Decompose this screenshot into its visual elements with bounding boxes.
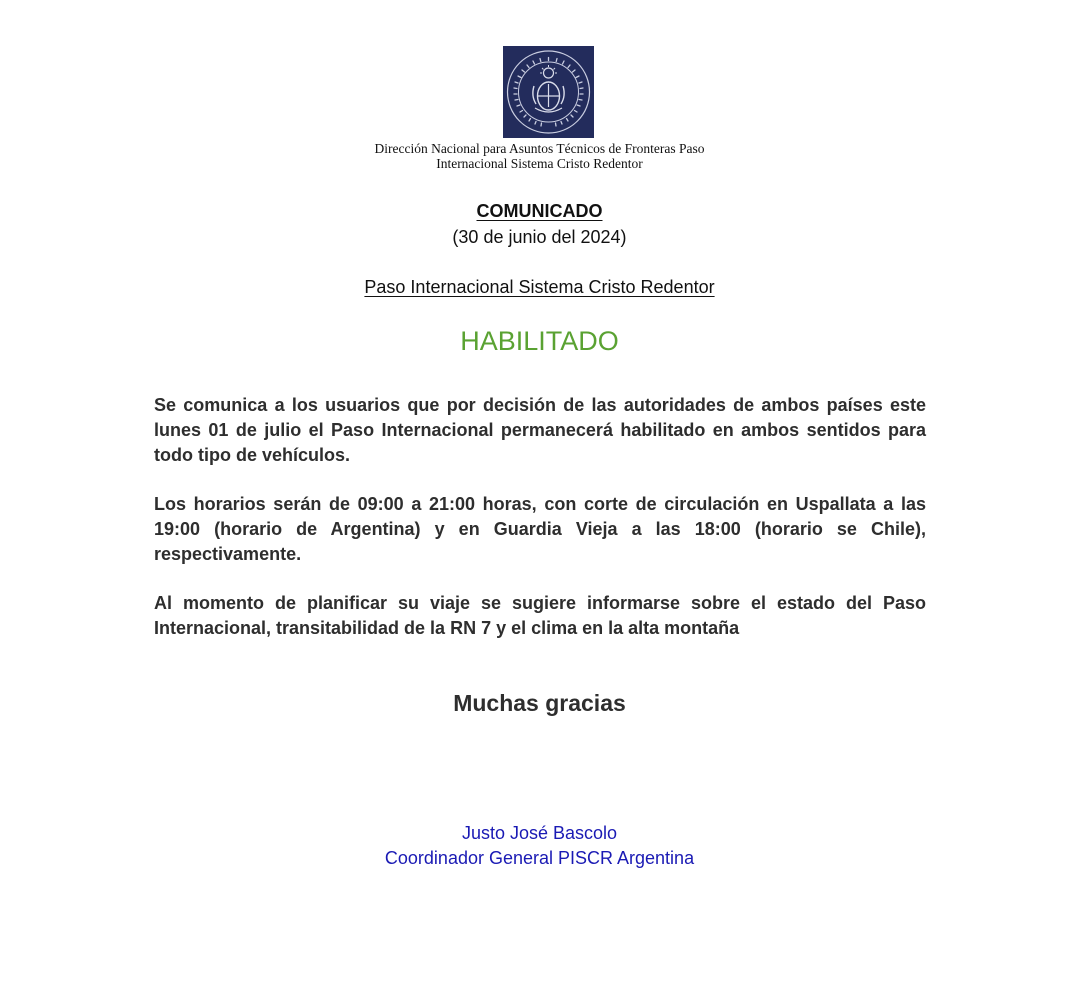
route-name-text: Paso Internacional Sistema Cristo Redentor — [364, 277, 715, 297]
notice-title-text: COMUNICADO — [476, 201, 603, 221]
signer-name: Justo José Bascolo — [461, 823, 618, 843]
route-name — [0, 277, 1079, 298]
body-paragraph-3: Al momento de planificar su viaje se sugiere informarse sobre el estado del Paso Internacional, transitabilidad de la RN 7 y el clima en la alta montaña — [154, 593, 926, 638]
signer-title: Coordinador General PISCR Argentina — [384, 848, 695, 868]
body-paragraph-1: Se comunica a los usuarios que por decisión de las autoridades de ambos países este lunes 01 de julio el Paso Internacional permanecerá habilitado en ambos sentidos para todo tipo de vehículos. — [154, 395, 926, 465]
body-paragraph-2: Los horarios serán de 09:00 a 21:00 horas, con corte de circulación en Uspallata a las 19:00 (horario de Argentina) y en Guardia Vieja a las 18:00 (horario se Chile), respectivamente. — [154, 494, 926, 564]
agency-name-line-1: Dirección Nacional para Asuntos Técnicos de Fronteras Paso — [374, 141, 705, 156]
notice-date: (30 de junio del 2024) — [452, 227, 627, 247]
closing-thanks: Muchas gracias — [453, 690, 626, 716]
notice-title — [0, 201, 1079, 222]
seal-emblem-icon — [503, 46, 594, 138]
status-label: HABILITADO — [460, 326, 619, 356]
ministerio-del-interior-seal — [503, 46, 594, 138]
agency-name-line-2: Internacional Sistema Cristo Redentor — [436, 156, 643, 171]
